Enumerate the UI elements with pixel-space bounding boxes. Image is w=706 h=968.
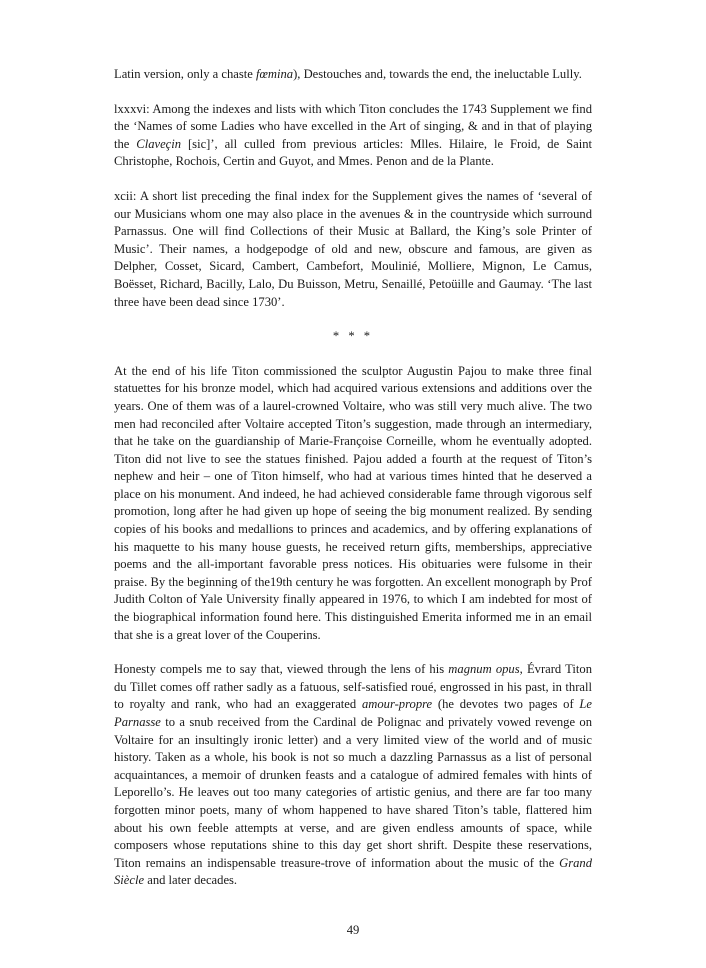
text-run: ), Destouches and, towards the end, the ineluctable Lully. xyxy=(293,67,582,81)
text-run: lxxxvi: Among the indexes and lists with which Titon concludes the 1743 Supplement we find the ‘Names of some Ladies who have excelled in the Art of singing, & and in that of playing the xyxy=(114,101,592,151)
italic-run: fœmina xyxy=(256,67,294,81)
paragraph-xcii: xcii: A short list preceding the final index for the Supplement gives the names of ‘several of our Musicians whom one may also place in the avenues & in the countryside which surround Parnassus. One will find Collections of their Music at Ballard, the King’s sole Printer of Music’. Their names, a hodgepodge of old and new, obscure and famous, are given as Delpher, Cosset, Sicard, Cambert, Cambefort, Moulinié, Molliere, Mignon, Le Camus, Boësset, Richard, Bacilly, Lalo, Du Buisson, Metru, Senaillé, Petoüille and Gaumay. ‘The last three have been dead since 1730’. xyxy=(114,188,592,309)
paragraph-lxxxvi xyxy=(114,101,592,171)
text-run: , Évrard Titon du Tillet comes off rather sadly as a fatuous, self-satisfied roué, engrossed in his past, in thrall to royalty and rank, who had an exaggerated xyxy=(114,662,592,712)
paragraph-continuation xyxy=(114,66,592,84)
italic-run: Claveçin xyxy=(136,136,182,151)
paragraph-titon-end-of-life: At the end of his life Titon commissioned the sculptor Augustin Pajou to make three final statuettes for his bronze model, which had acquired various extensions and additions over the years. One of them was of a laurel-crowned Voltaire, who was still very much alive. The two men had reconciled after Voltaire accepted Titon’s suggestion, made through an intermediary, that he take on the guardianship of Marie-Françoise Corneille, whom he eventually adopted. Titon did not live to see the statues finished. Pajou added a fourth at the request of Titon’s nephew and heir – one of Titon himself, who had at various times hinted that he deserved a place on his monument. And indeed, he had achieved considerable fame through vigorous self promotion, long after he had given up hope of seeing the big monument realized. By sending copies of his books and medallions to princes and academics, and by offering explanations of his maquette to his many house guests, he received return gifts, memberships, appreciative poems and the all-important favorable press notices. His obituaries were fulsome in their praise. By the beginning of the19th century he was forgotten. An excellent monograph by Prof Judith Colton of Yale University finally appeared in 1976, to which I am indebted for most of the biographical information found here. This distinguished Emerita informed me in an email that she is a great lover of the Couperins. xyxy=(114,363,592,642)
italic-run: amour-propre xyxy=(361,697,433,712)
section-separator: * * * xyxy=(332,329,374,344)
page-body xyxy=(114,66,592,907)
text-run: Honesty compels me to say that, viewed through the lens of his xyxy=(114,662,449,677)
text-run: to a snub received from the Cardinal de Polignac and privately vowed revenge on Voltaire for an insultingly ironic letter) and a very limited view of the world and of music history. Taken as a whole, his book is not so much a dazzling Parnassus as a list of personal acquaintances, a memoir of drunken feasts and a catalogue of admired females with hints of Leporello’s. He leaves out too many categories of artistic genius, and there are far too many forgotten minor poets, many of whom happened to have shared Titon’s table, flattered him about his own feeble attempts at verse, and are given endless amounts of space, while composers whose reputations shine to this day get short shrift. Despite these reservations, Titon remains an indispensable treasure-trove of information about the music of the xyxy=(114,715,592,870)
text-run: [sic]’, all culled from previous articles: Mlles. Hilaire, le Froid, de Saint Christophe, Rochois, Certin and Guyot, and Mmes. Penon and de la Plante. xyxy=(114,136,592,169)
text-run: Latin version, only a chaste xyxy=(114,67,256,81)
text-run: and later decades. xyxy=(144,873,238,888)
italic-run: Le Parnasse xyxy=(114,697,593,729)
italic-run: Grand Siècle xyxy=(114,855,592,888)
paragraph-honesty xyxy=(114,661,592,890)
page-number: 49 xyxy=(346,923,360,937)
italic-run: magnum opus xyxy=(448,662,520,677)
text-run: (he devotes two pages of xyxy=(432,697,580,712)
